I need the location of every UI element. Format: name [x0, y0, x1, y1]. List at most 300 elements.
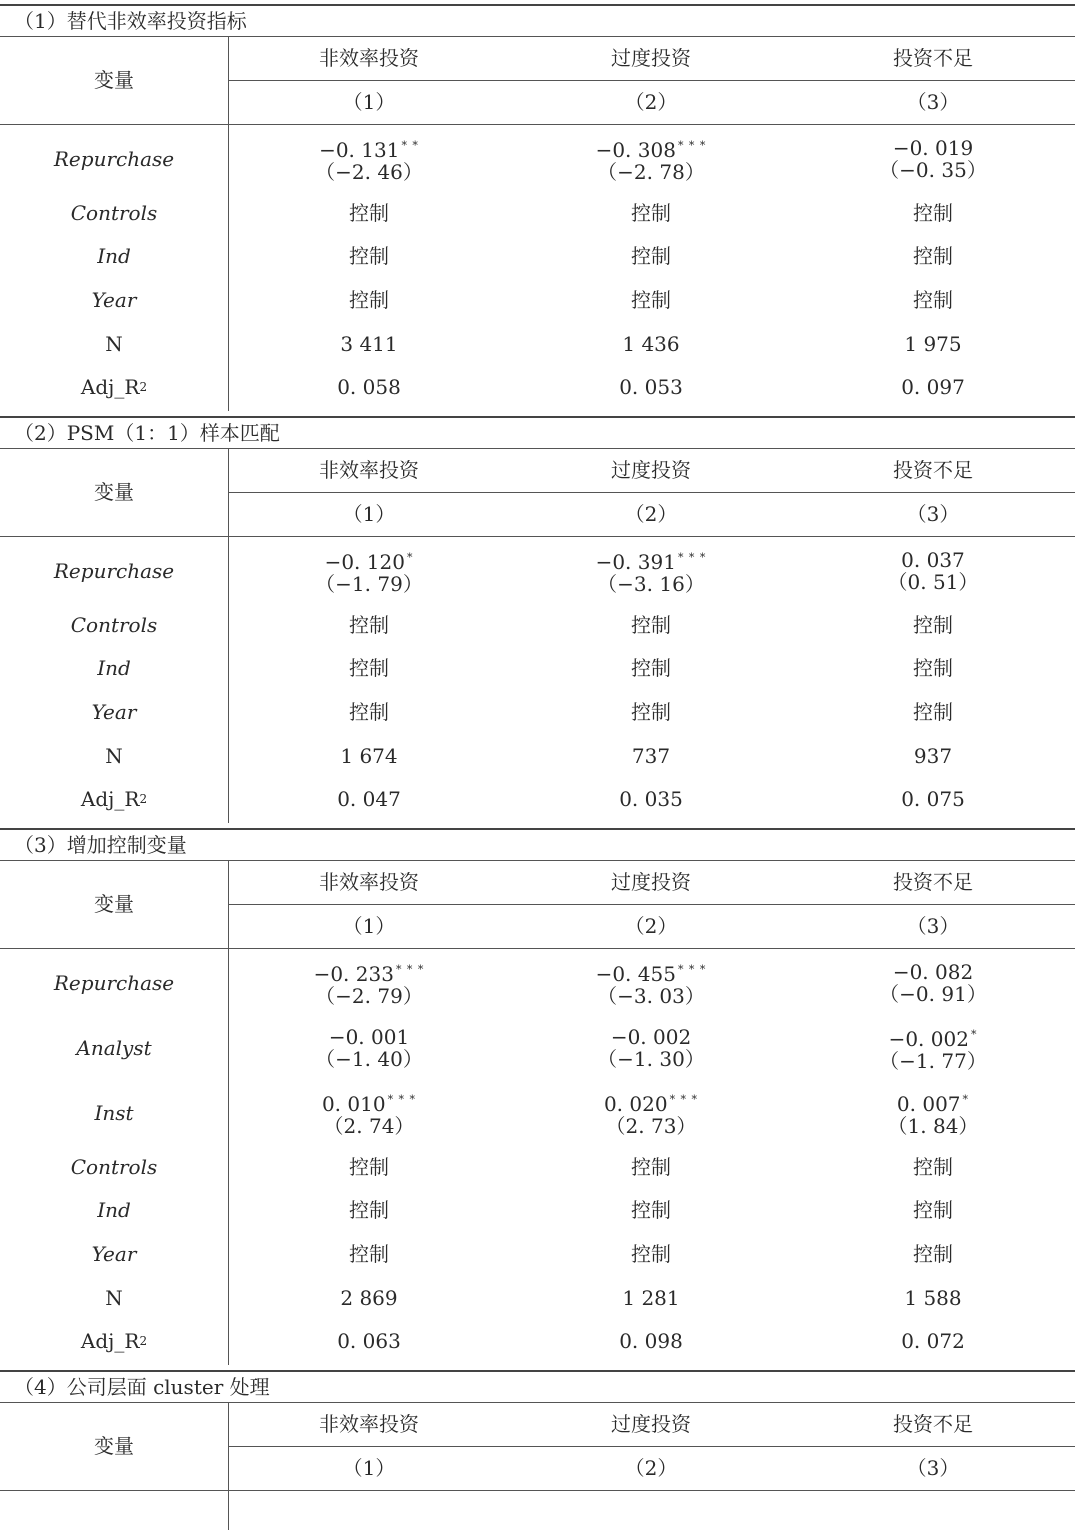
data-cell: [792, 734, 1074, 778]
cell-stack: [904, 1287, 961, 1309]
row-label-text: Ind: [97, 244, 131, 269]
table-rule: [0, 124, 1075, 125]
cell-stack: [913, 289, 953, 311]
data-cell: [510, 647, 792, 691]
superscript: 2: [139, 380, 148, 395]
row-label: [0, 235, 228, 279]
coefficient: 0. 058: [337, 375, 401, 400]
coefficient: 控制: [349, 1154, 389, 1179]
coefficient-line: [596, 135, 707, 161]
t-stat-line: [879, 159, 987, 181]
data-cell: [510, 690, 792, 734]
t-statistic: （−1. 77）: [879, 1048, 987, 1073]
t-stat-line: [879, 983, 987, 1005]
coefficient-line: [913, 289, 953, 311]
data-cell: [792, 322, 1074, 366]
coefficient: −0. 002: [610, 1024, 692, 1049]
coefficient: 控制: [913, 699, 953, 724]
data-cell: [510, 1319, 792, 1363]
coefficient: 0. 035: [619, 787, 683, 812]
coefficient: 1 436: [622, 331, 680, 356]
coefficient: −0. 120: [324, 549, 405, 574]
coefficient-line: [913, 614, 953, 636]
panel-title: （2）PSM（1：1）样本匹配: [14, 421, 280, 445]
cell-stack: [904, 333, 961, 355]
data-cell: [792, 603, 1074, 647]
coefficient: 控制: [349, 1198, 389, 1223]
t-stat-line: [315, 161, 423, 183]
data-cell: [792, 235, 1074, 279]
data-cell: [228, 1232, 510, 1276]
t-stat-line: [879, 1050, 987, 1072]
cell-stack: [888, 549, 979, 593]
data-cell: [228, 235, 510, 279]
t-stat-line: [606, 1115, 697, 1137]
coefficient-line: [349, 1156, 389, 1178]
coefficient: 控制: [631, 287, 671, 312]
data-cell: [510, 1015, 792, 1080]
cell-stack: [631, 614, 671, 636]
coefficient: 控制: [631, 1154, 671, 1179]
coefficient-line: [904, 1287, 961, 1309]
row-label: [0, 647, 228, 691]
row-label-text: Ind: [97, 656, 131, 681]
coefficient-line: [631, 202, 671, 224]
coefficient-line: [913, 1199, 953, 1221]
column-number: （1）: [342, 914, 396, 938]
coefficient-line: [622, 333, 679, 355]
significance-stars: * * *: [677, 138, 707, 152]
coefficient: 0. 053: [619, 375, 683, 400]
coefficient-line: [901, 788, 965, 810]
coefficient-line: [349, 614, 389, 636]
coefficient: 控制: [913, 287, 953, 312]
data-cell: [792, 365, 1074, 409]
t-stat-line: [315, 985, 423, 1007]
t-statistic: （−2. 78）: [597, 159, 705, 184]
coefficient-line: [340, 745, 397, 767]
cell-stack: [597, 1026, 705, 1070]
coefficient-line: [325, 547, 414, 573]
data-cell: [792, 1232, 1074, 1276]
coefficient: 控制: [631, 200, 671, 225]
column-header: 投资不足: [893, 1412, 973, 1436]
row-label-text: Repurchase: [53, 146, 175, 171]
row-label-text: Analyst: [76, 1035, 152, 1060]
coefficient: 控制: [631, 244, 671, 269]
row-label: [0, 734, 228, 778]
coefficient: 1 975: [904, 331, 962, 356]
coefficient: −0. 233: [313, 961, 394, 986]
variable-header: 变量: [94, 892, 134, 916]
column-number: （3）: [906, 1456, 960, 1480]
coefficient: 控制: [349, 200, 389, 225]
table-rule: [0, 1490, 1075, 1491]
column-header: 非效率投资: [319, 458, 419, 482]
coefficient-line: [901, 1330, 965, 1352]
data-cell: [510, 950, 792, 1015]
table-rule: [0, 536, 1075, 537]
coefficient-line: [611, 1026, 691, 1048]
column-header: 过度投资: [611, 458, 691, 482]
column-header: 非效率投资: [319, 1412, 419, 1436]
cell-stack: [913, 1243, 953, 1265]
row-label: [0, 1232, 228, 1276]
cell-stack: [631, 202, 671, 224]
coefficient-line: [604, 1089, 698, 1115]
data-cell: [792, 278, 1074, 322]
variable-header: 变量: [94, 480, 134, 504]
data-cell: [228, 1319, 510, 1363]
data-cell: [792, 126, 1074, 191]
data-cell: [510, 603, 792, 647]
superscript: 2: [139, 1334, 148, 1349]
coefficient-line: [904, 333, 961, 355]
column-header: 过度投资: [611, 1412, 691, 1436]
coefficient-line: [901, 376, 965, 398]
coefficient: 控制: [913, 200, 953, 225]
t-stat-line: [888, 1115, 979, 1137]
data-cell: [792, 1145, 1074, 1189]
coefficient-line: [349, 289, 389, 311]
row-label: [0, 538, 228, 603]
coefficient: 控制: [631, 1241, 671, 1266]
cell-stack: [879, 961, 987, 1005]
data-cell: [792, 1080, 1074, 1145]
data-cell: [228, 1276, 510, 1320]
table-vertical-rule: [228, 36, 229, 411]
cell-stack: [596, 547, 707, 595]
data-cell: [228, 603, 510, 647]
coefficient: 控制: [631, 612, 671, 637]
data-cell: [228, 1080, 510, 1145]
data-cell: [792, 1015, 1074, 1080]
row-label: [0, 278, 228, 322]
coefficient: 控制: [913, 244, 953, 269]
coefficient: −0. 019: [892, 135, 974, 160]
cell-stack: [315, 547, 423, 595]
column-number: （2）: [624, 914, 678, 938]
data-cell: [792, 950, 1074, 1015]
row-label-text: Controls: [70, 1154, 158, 1179]
coefficient-line: [897, 1089, 969, 1115]
table-vertical-rule: [228, 448, 229, 823]
row-label-text: Controls: [70, 612, 158, 637]
coefficient-line: [340, 1287, 397, 1309]
data-cell: [792, 690, 1074, 734]
data-cell: [510, 538, 792, 603]
column-number: （3）: [906, 502, 960, 526]
t-statistic: （−1. 30）: [597, 1046, 705, 1071]
coefficient-line: [619, 788, 683, 810]
cell-stack: [322, 1089, 416, 1137]
t-statistic: （2. 74）: [323, 1113, 415, 1138]
coefficient: 控制: [349, 699, 389, 724]
cell-stack: [337, 788, 401, 810]
coefficient-line: [622, 1287, 679, 1309]
cell-stack: [349, 1199, 389, 1221]
cell-stack: [622, 1287, 679, 1309]
cell-stack: [879, 137, 987, 181]
coefficient: 0. 047: [337, 787, 401, 812]
column-number: （3）: [906, 914, 960, 938]
data-cell: [510, 1232, 792, 1276]
data-cell: [228, 647, 510, 691]
panel-title: （1）替代非效率投资指标: [14, 9, 247, 33]
row-label-text: Year: [91, 699, 137, 724]
cell-stack: [631, 1199, 671, 1221]
t-stat-line: [597, 1048, 705, 1070]
row-label: [0, 777, 228, 821]
cell-stack: [337, 376, 401, 398]
data-cell: [510, 1080, 792, 1145]
coefficient: 0. 072: [901, 1329, 965, 1354]
coefficient: 控制: [913, 1154, 953, 1179]
row-label: [0, 1189, 228, 1233]
cell-stack: [632, 745, 670, 767]
cell-stack: [913, 202, 953, 224]
coefficient-line: [632, 745, 670, 767]
t-stat-line: [315, 573, 423, 595]
column-header: 投资不足: [893, 870, 973, 894]
cell-stack: [901, 376, 965, 398]
row-label: [0, 365, 228, 409]
data-cell: [792, 777, 1074, 821]
t-stat-line: [597, 985, 705, 1007]
t-statistic: （−0. 91）: [879, 981, 987, 1006]
cell-stack: [337, 1330, 401, 1352]
coefficient: 2 869: [340, 1285, 398, 1310]
data-cell: [510, 235, 792, 279]
cell-stack: [314, 959, 425, 1007]
t-statistic: （−3. 03）: [597, 983, 705, 1008]
row-label-text: Year: [91, 1241, 137, 1266]
coefficient-line: [913, 701, 953, 723]
coefficient: 0. 037: [901, 547, 965, 572]
t-statistic: （−0. 35）: [879, 157, 987, 182]
panel-title: （3）增加控制变量: [14, 833, 187, 857]
t-statistic: （−3. 16）: [597, 571, 705, 596]
data-cell: [228, 1145, 510, 1189]
data-cell: [792, 1189, 1074, 1233]
coefficient: 0. 075: [901, 787, 965, 812]
column-header: 投资不足: [893, 46, 973, 70]
data-cell: [228, 278, 510, 322]
row-label: [0, 1276, 228, 1320]
cell-stack: [619, 788, 683, 810]
data-cell: [510, 365, 792, 409]
coefficient-line: [349, 245, 389, 267]
data-cell: [228, 538, 510, 603]
coefficient-line: [901, 549, 965, 571]
data-cell: [228, 690, 510, 734]
coefficient-line: [329, 1026, 409, 1048]
cell-stack: [349, 701, 389, 723]
coefficient: 0. 020: [603, 1091, 668, 1116]
coefficient-line: [889, 1024, 978, 1050]
coefficient: 0. 010: [321, 1091, 386, 1116]
coefficient-line: [619, 376, 683, 398]
row-label-text: Repurchase: [53, 970, 175, 995]
coefficient-line: [913, 202, 953, 224]
cell-stack: [631, 701, 671, 723]
coefficient-line: [596, 547, 707, 573]
panel-title: （4）公司层面 cluster 处理: [14, 1375, 270, 1399]
coefficient-line: [596, 959, 707, 985]
cell-stack: [349, 1156, 389, 1178]
significance-stars: * * *: [677, 962, 707, 976]
coefficient-line: [619, 1330, 683, 1352]
t-statistic: （−2. 46）: [315, 159, 423, 184]
table-rule: [228, 904, 1075, 905]
cell-stack: [901, 1330, 965, 1352]
coefficient-line: [631, 1199, 671, 1221]
cell-stack: [349, 1243, 389, 1265]
coefficient-line: [337, 376, 401, 398]
coefficient: 控制: [913, 1241, 953, 1266]
data-cell: [510, 322, 792, 366]
coefficient-line: [349, 1243, 389, 1265]
cell-stack: [596, 959, 707, 1007]
column-number: （1）: [342, 502, 396, 526]
cell-stack: [340, 333, 397, 355]
data-cell: [510, 1276, 792, 1320]
variable-header: 变量: [94, 1434, 134, 1458]
significance-stars: * * *: [677, 550, 707, 564]
cell-stack: [879, 1024, 987, 1072]
coefficient: −0. 455: [595, 961, 676, 986]
cell-stack: [622, 333, 679, 355]
data-cell: [792, 1319, 1074, 1363]
significance-stars: * * *: [387, 1092, 417, 1106]
row-label: [0, 191, 228, 235]
coefficient-line: [631, 1156, 671, 1178]
cell-stack: [888, 1089, 979, 1137]
row-label: [0, 1319, 228, 1363]
coefficient-line: [631, 657, 671, 679]
coefficient-line: [913, 1156, 953, 1178]
cell-stack: [340, 745, 397, 767]
column-header: 非效率投资: [319, 870, 419, 894]
t-statistic: （−1. 79）: [315, 571, 423, 596]
coefficient: 3 411: [340, 331, 398, 356]
t-stat-line: [324, 1115, 415, 1137]
cell-stack: [901, 788, 965, 810]
data-cell: [228, 191, 510, 235]
data-cell: [228, 1189, 510, 1233]
row-label-text: Controls: [70, 200, 158, 225]
significance-stars: * * *: [669, 1092, 699, 1106]
row-label: [0, 690, 228, 734]
table-rule: [228, 80, 1075, 81]
cell-stack: [631, 657, 671, 679]
cell-stack: [349, 289, 389, 311]
coefficient: −0. 082: [892, 959, 974, 984]
table-rule: [228, 492, 1075, 493]
coefficient: 控制: [349, 1241, 389, 1266]
coefficient: 0. 097: [901, 375, 965, 400]
coefficient: 控制: [631, 1198, 671, 1223]
t-statistic: （0. 51）: [887, 569, 979, 594]
table-vertical-rule: [228, 1402, 229, 1530]
data-cell: [228, 322, 510, 366]
coefficient: 控制: [631, 656, 671, 681]
data-cell: [510, 734, 792, 778]
cell-stack: [349, 245, 389, 267]
coefficient: −0. 391: [595, 549, 676, 574]
data-cell: [510, 278, 792, 322]
coefficient: 控制: [349, 244, 389, 269]
row-label: [0, 1080, 228, 1145]
cell-stack: [619, 376, 683, 398]
coefficient-line: [631, 289, 671, 311]
data-cell: [228, 734, 510, 778]
coefficient: −0. 001: [328, 1024, 410, 1049]
significance-stars: *: [406, 550, 414, 564]
significance-stars: * * *: [395, 962, 425, 976]
coefficient-line: [322, 1089, 416, 1115]
cell-stack: [913, 614, 953, 636]
coefficient-line: [913, 245, 953, 267]
coefficient-line: [349, 701, 389, 723]
t-statistic: （1. 84）: [887, 1113, 979, 1138]
cell-stack: [619, 1330, 683, 1352]
coefficient-line: [314, 959, 425, 985]
row-label-text: Repurchase: [53, 558, 175, 583]
data-cell: [792, 538, 1074, 603]
cell-stack: [913, 1156, 953, 1178]
row-label-text: Year: [91, 287, 137, 312]
cell-stack: [596, 135, 707, 183]
coefficient-line: [337, 788, 401, 810]
t-stat-line: [888, 571, 979, 593]
coefficient: 737: [631, 743, 671, 768]
coefficient: 控制: [913, 1198, 953, 1223]
coefficient-line: [893, 137, 973, 159]
cell-stack: [349, 614, 389, 636]
coefficient: −0. 131: [319, 137, 400, 162]
coefficient-line: [631, 701, 671, 723]
table-rule: [228, 1446, 1075, 1447]
column-header: 过度投资: [611, 870, 691, 894]
coefficient: −0. 002: [888, 1026, 969, 1051]
data-cell: [510, 191, 792, 235]
row-label: [0, 950, 228, 1015]
coefficient-line: [914, 745, 952, 767]
coefficient: 0. 007: [896, 1091, 961, 1116]
t-statistic: （−1. 40）: [315, 1046, 423, 1071]
cell-stack: [913, 1199, 953, 1221]
cell-stack: [349, 657, 389, 679]
coefficient-line: [319, 135, 419, 161]
coefficient-line: [349, 202, 389, 224]
column-number: （2）: [624, 1456, 678, 1480]
column-header: 投资不足: [893, 458, 973, 482]
coefficient-line: [340, 333, 397, 355]
coefficient-line: [631, 245, 671, 267]
column-header: 非效率投资: [319, 46, 419, 70]
coefficient: 控制: [631, 699, 671, 724]
data-cell: [792, 191, 1074, 235]
row-label-text: N: [105, 743, 123, 768]
data-cell: [228, 950, 510, 1015]
row-label-text: N: [105, 331, 123, 356]
cell-stack: [913, 701, 953, 723]
cell-stack: [315, 1026, 423, 1070]
column-number: （2）: [624, 90, 678, 114]
cell-stack: [631, 289, 671, 311]
data-cell: [510, 777, 792, 821]
